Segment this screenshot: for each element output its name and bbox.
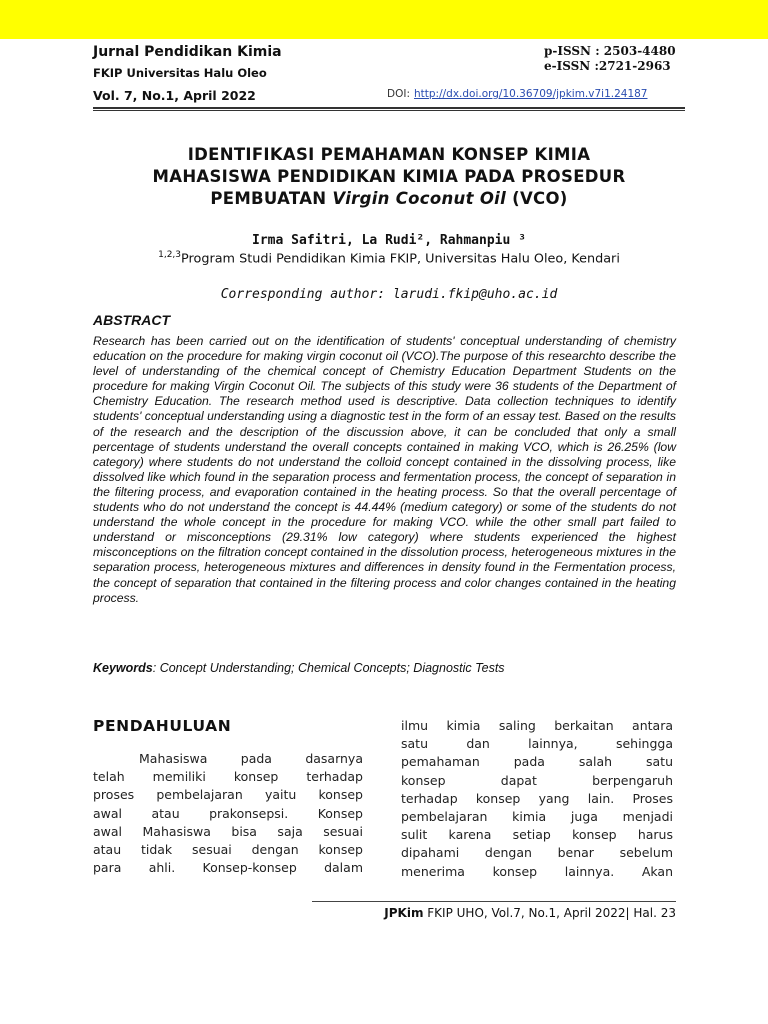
title-line-3-post: (VCO) [506,189,568,208]
title-line-1: IDENTIFIKASI PEMAHAMAN KONSEP KIMIA [187,145,591,164]
authors: Irma Safitri, La Rudi², Rahmanpiu ³ [252,233,526,248]
header-rule-thin [93,110,685,111]
doi-label: DOI: [387,88,410,100]
body-line: para ahli. Konsep-konsep dalam [93,860,363,876]
journal-name: Jurnal Pendidikan Kimia [93,44,282,60]
abstract-heading: ABSTRACT [93,312,170,328]
volume-info: Vol. 7, No.1, April 2022 [93,88,256,103]
top-color-bar [0,0,768,39]
keywords [93,661,505,675]
body-line: dipahami dengan benar sebelum [401,845,673,861]
e-issn: e-ISSN :2721-2963 [544,59,671,73]
body-line: ilmu kimia saling berkaitan antara [401,718,673,733]
footer-text: FKIP UHO, Vol.7, No.1, April 2022| Hal. 23 [423,906,676,920]
body-line: menerima konsep lainnya. Akan [401,863,673,879]
doi-link[interactable]: http://dx.doi.org/10.36709/jpkim.v7i1.24187 [413,88,648,100]
page-footer [312,906,676,920]
body-line: sulit karena setiap konsep harus [401,827,673,843]
keywords-text: : Concept Understanding; Chemical Concepts; Diagnostic Tests [152,661,505,675]
body-line: awal Mahasiswa bisa saja sesuai [93,823,363,839]
body-line: telah memiliki konsep terhadap [93,769,363,785]
institution-name: FKIP Universitas Halu Oleo [93,66,267,80]
section-heading: PENDAHULUAN [93,717,232,735]
corresponding-author: Corresponding author: larudi.fkip@uho.ac.id [220,287,558,302]
affiliation [93,250,685,266]
p-issn: p-ISSN : 2503-4480 [544,44,676,58]
body-line: proses pembelajaran yaitu konsep [93,787,363,803]
header-rule [93,107,685,109]
title-line-3-pre: PEMBUATAN [210,189,333,208]
title-line-3 [93,188,685,210]
title-line-3-italic: Virgin Coconut Oil [332,189,507,208]
abstract-body: Research has been carried out on the identification of students' conceptual understanding of chemistry education on the procedure for making virgin coconut oil (VCO).The purpose of this researchto describe the level of understanding of the chemical concept of Chemistry Education Department Students on the procedure for making Virgin Coconut Oil. The subjects of this study were 36 students of the Department of Chemistry Education. The research method used is descriptive. Data collection techniques to identify students' conceptual understanding using a diagnostic test in the form of an essay test. Based on the results of the research and the description of the discussion above, it can be concluded that only a small percentage of students understand the overall concepts contained in making VCO, which is 26.25% (low category) where students do not understand the colloid concept contained in the dissolving process, like dissolved like which found in the separation process and fermentation process, the concept of separation in the filtering process, and evaporation contained in the heating process. So that the overall percentage of students who do not understand the concept is 44.44% (medium category) or some of the students do not understand the whole concept in the procedure for making VCO. while the other small part failed to understand or misconceptions (29.31% low category) where students experienced the highest misconceptions on the filtration concept contained in the dissolution process, heterogeneous mixtures in the separation process, heterogeneous mixtures and differences in density found in the Fermentation process, the concept of separation that contained in the filtering process and color changes contained in the heating process. [93,334,676,605]
body-line: pemahaman pada salah satu [401,754,673,770]
affiliation-text: Program Studi Pendidikan Kimia FKIP, Universitas Halu Oleo, Kendari [181,251,620,267]
footer-rule [312,901,676,902]
body-line: atau tidak sesuai dengan konsep [93,842,363,858]
body-line: Mahasiswa pada dasarnya [139,751,363,766]
body-column-left [93,750,363,877]
title-line-2: MAHASISWA PENDIDIKAN KIMIA PADA PROSEDUR [152,167,626,186]
body-column-right [401,717,673,881]
body-line: konsep dapat berpengaruh [401,772,673,788]
article-title [93,144,685,210]
keywords-label: Keywords [93,661,153,675]
footer-brand: JPKim [384,906,424,920]
body-line: satu dan lainnya, sehingga [401,736,673,752]
body-line: pembelajaran kimia juga menjadi [401,809,673,825]
body-line: terhadap konsep yang lain. Proses [401,790,673,806]
doi-line [387,88,648,100]
body-line: awal atau prakonsepsi. Konsep [93,805,363,821]
affiliation-superscript: 1,2,3 [158,250,182,260]
